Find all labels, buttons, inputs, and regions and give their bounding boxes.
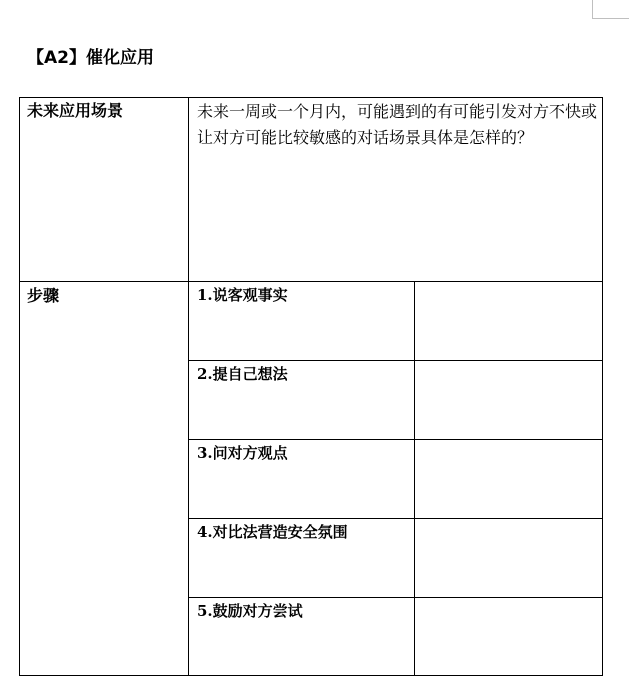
step-2-answer-cell[interactable] — [414, 360, 603, 440]
step-4-answer-cell[interactable] — [414, 518, 603, 598]
page-corner-mark-vertical — [592, 0, 593, 19]
page-corner-mark-horizontal — [592, 18, 629, 19]
steps-label: 步骤 — [27, 286, 60, 305]
step-1-label: 1.说客观事实 — [197, 286, 288, 304]
step-1-answer-cell[interactable] — [414, 281, 603, 361]
step-5-answer-cell[interactable] — [414, 597, 603, 676]
step-3-answer-cell[interactable] — [414, 439, 603, 519]
scenario-label: 未来应用场景 — [27, 101, 124, 120]
step-4-label: 4.对比法营造安全氛围 — [197, 523, 348, 541]
steps-label-cell — [19, 281, 189, 676]
step-3-label: 3.问对方观点 — [197, 444, 288, 462]
scenario-label-cell — [19, 97, 189, 282]
scenario-prompt-text: 未来一周或一个月内，可能遇到的有可能引发对方不快或让对方可能比较敏感的对话场景具体是怎样的？ — [197, 102, 598, 147]
step-2-label: 2.提自己想法 — [197, 365, 288, 383]
section-title: 【A2】催化应用 — [27, 48, 154, 68]
step-5-label: 5.鼓励对方尝试 — [197, 602, 303, 620]
